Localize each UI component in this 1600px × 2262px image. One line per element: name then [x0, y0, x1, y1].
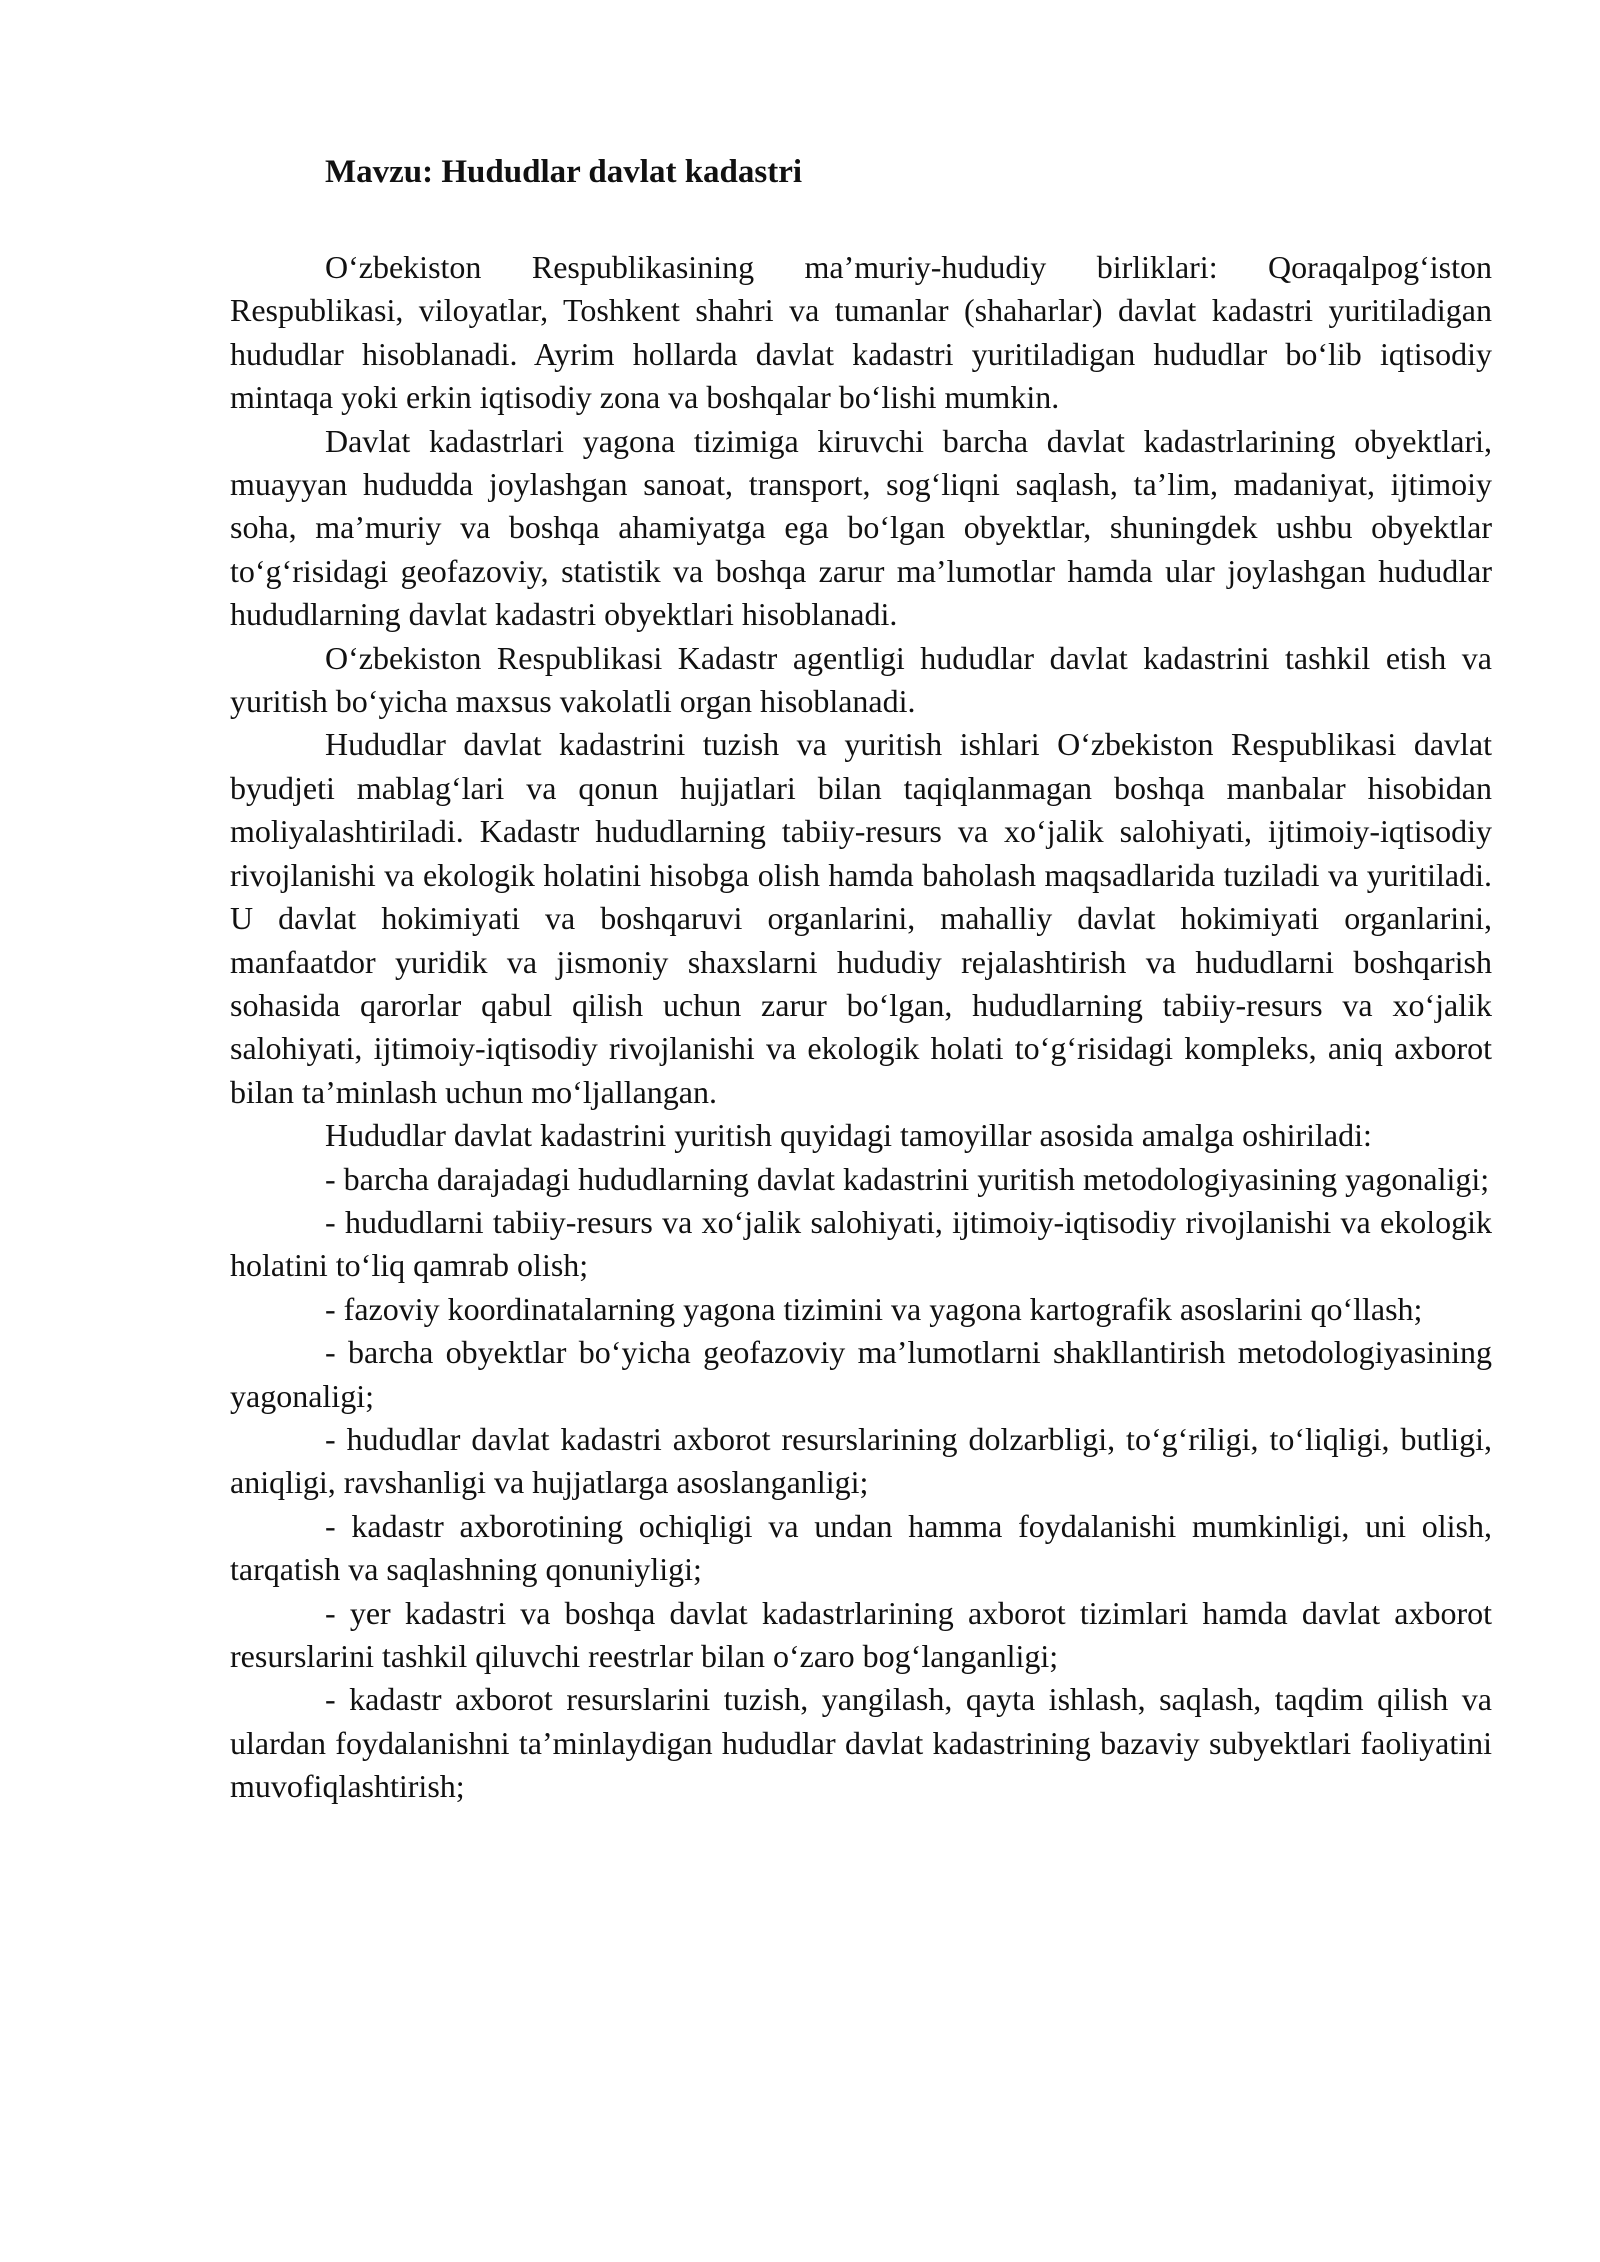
- principle-list-item: - barcha obyektlar bo‘yicha geofazoviy ma’lumotlarni shakllantirish metodologiyasining yagonaligi;: [230, 1334, 1492, 1414]
- paragraph-principles-intro: Hududlar davlat kadastrini yuritish quyidagi tamoyillar asosida amalga oshiriladi:: [325, 1117, 1372, 1154]
- paragraph-territorial-units: O‘zbekiston Respublikasining ma’muriy-hududiy birliklari: Qoraqalpog‘iston Respublikasi, viloyatlar, Toshkent shahri va tumanlar (shaharlar) davlat kadastri yuritiladigan hududlar hisoblanadi. Ayrim hollarda davlat kadastri yuritiladigan hududlar bo‘lib iqtisodiy mintaqa yoki erkin iqtisodiy zona va boshqalar bo‘lishi mumkin.: [230, 249, 1492, 416]
- document-page: [230, 150, 1492, 1809]
- principle-list-item: - kadastr axborotining ochiqligi va undan hamma foydalanishi mumkinligi, uni olish, tarqatish va saqlashning qonuniyligi;: [230, 1507, 1492, 1588]
- principle-list-item: - barcha darajadagi hududlarning davlat kadastrini yuritish metodologiyasining yagonaligi;: [325, 1160, 1490, 1197]
- document-title: Mavzu: Hududlar davlat kadastri: [325, 154, 803, 190]
- principle-list-item: - yer kadastri va boshqa davlat kadastrlarining axborot tizimlari hamda davlat axborot resurslarini tashkil qiluvchi reestrlar bilan o‘zaro bog‘langanligi;: [230, 1594, 1492, 1674]
- principle-list-item: - fazoviy koordinatalarning yagona tizimini va yagona kartografik asoslarini qo‘llash;: [325, 1290, 1423, 1327]
- principle-list-item: - kadastr axborot resurslarini tuzish, yangilash, qayta ishlash, saqlash, taqdim qilish va ulardan foydalanishni ta’minlaydigan hududlar davlat kadastrining bazaviy subyektlari faoliyatini muvofiqlashtirish;: [230, 1681, 1492, 1805]
- paragraph-cadastre-objects: Davlat kadastrlari yagona tizimiga kiruvchi barcha davlat kadastrlarining obyektlari, muayyan hududda joylashgan sanoat, transport, sog‘liqni saqlash, ta’lim, madaniyat, ijtimoiy soha, ma’muriy va boshqa ahamiyatga ega bo‘lgan obyektlar, shuningdek ushbu obyektlar to‘g‘risidagi geofazoviy, statistik va boshqa zarur ma’lumotlar hamda ular joylashgan hududlar hududlarning davlat kadastri obyektlari hisoblanadi.: [230, 422, 1492, 633]
- paragraph-authorized-agency: O‘zbekiston Respublikasi Kadastr agentligi hududlar davlat kadastrini tashkil etish va yuritish bo‘yicha maxsus vakolatli organ hisoblanadi.: [230, 639, 1492, 720]
- principle-list-item: - hududlar davlat kadastri axborot resurslarining dolzarbligi, to‘g‘riligi, to‘liqligi, butligi, aniqligi, ravshanligi va hujjatlarga asoslanganligi;: [230, 1420, 1492, 1501]
- document-body: [230, 246, 1492, 1809]
- principle-list-item: - hududlarni tabiiy-resurs va xo‘jalik salohiyati, ijtimoiy-iqtisodiy rivojlanishi va ekologik holatini to‘liq qamrab olish;: [230, 1203, 1492, 1284]
- paragraph-financing-purpose: Hududlar davlat kadastrini tuzish va yuritish ishlari O‘zbekiston Respublikasi davlat byudjeti mablag‘lari va qonun hujjatlari bilan taqiqlanmagan boshqa manbalar hisobidan moliyalashtiriladi. Kadastr hududlarning tabiiy-resurs va xo‘jalik salohiyati, ijtimoiy-iqtisodiy rivojlanishi va ekologik holatini hisobga olish hamda baholash maqsadlarida tuziladi va yuritiladi. U davlat hokimiyati va boshqaruvi organlarini, mahalliy davlat hokimiyati organlarini, manfaatdor yuridik va jismoniy shaxslarni hududiy rejalashtirish va hududlarni boshqarish sohasida qarorlar qabul qilish uchun zarur bo‘lgan, hududlarning tabiiy-resurs va xo‘jalik salohiyati, ijtimoiy-iqtisodiy rivojlanishi va ekologik holati to‘g‘risidagi kompleks, aniq axborot bilan ta’minlash uchun mo‘ljallangan.: [230, 726, 1492, 1110]
